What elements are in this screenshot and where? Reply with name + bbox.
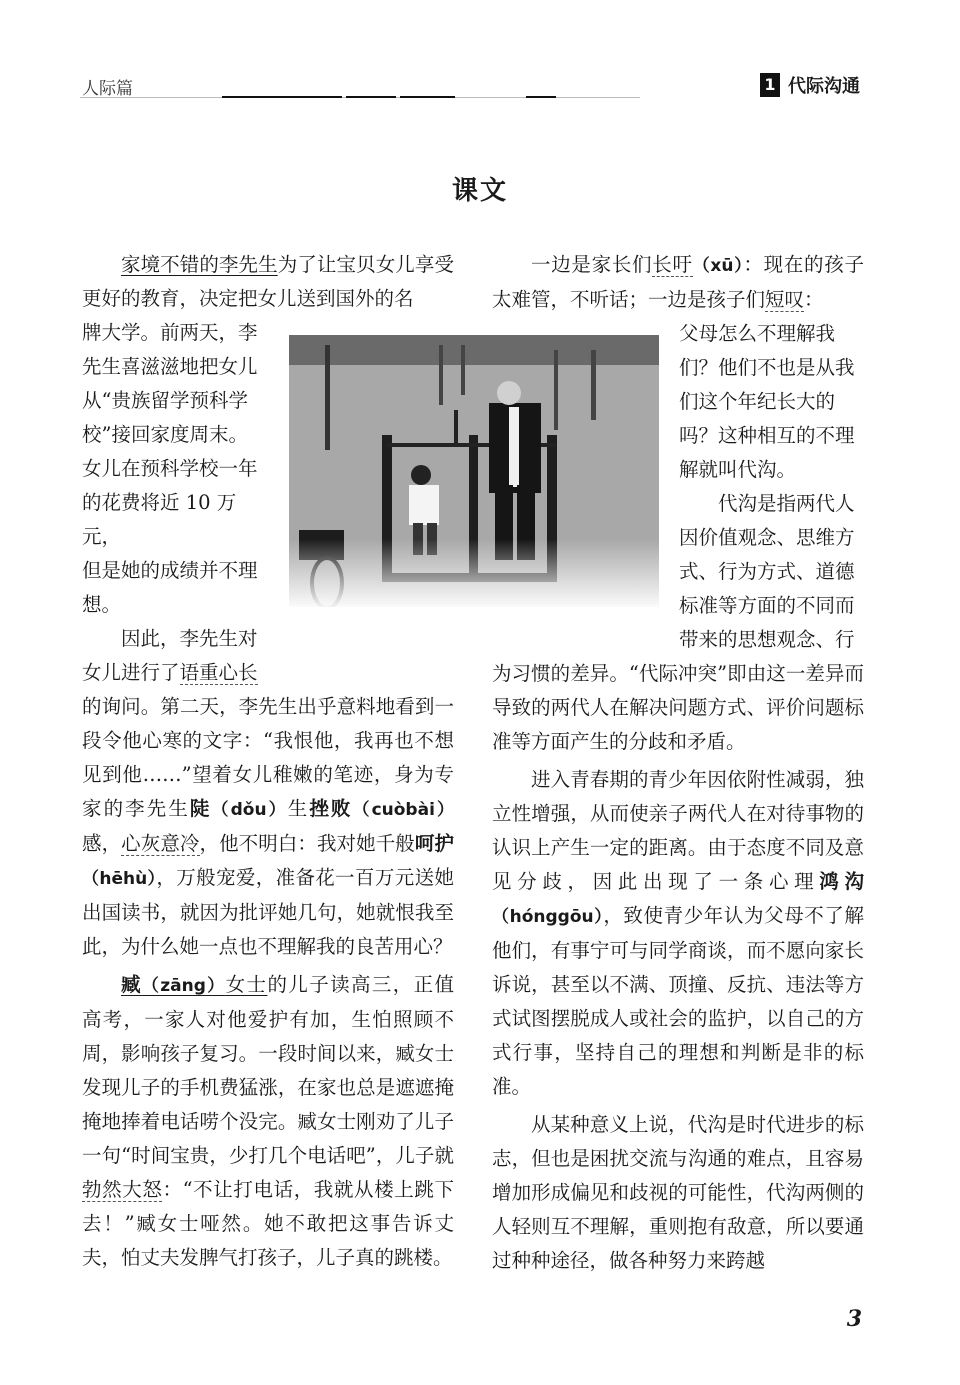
paragraph: 为习惯的差异。“代际冲突”即由这一差异而导致的两代人在解决问题方式、评价问题标准等方面产生的分歧和矛盾。 (492, 662, 864, 753)
section-label: 人际篇 (82, 79, 133, 99)
vocab-term: 臧 (121, 973, 142, 996)
paragraph: 家境不错的李先生为了让宝贝女儿享受更好的教育，决定把女儿送到国外的名 (82, 253, 454, 310)
vocab-term: 鸿沟 (819, 870, 864, 893)
pinyin: （dǒu） (211, 800, 288, 820)
chapter-number-badge: 1 (760, 73, 780, 97)
paragraph: 臧（zāng）女士的儿子读高三，正值高考，一家人对他爱护有加，生怕照顾不周，影响孩子复习。一段时间以来，臧女士发现儿子的手机费猛涨，在家也总是遮遮掩掩地捧着电话唠个没完。臧女士刚劝了儿子一句“时间宝贵，少打几个电话吧”，儿子就勃然大怒：“不让打电话，我就从楼上跳下去！”臧女士哑然。她不敢把这事告诉丈夫，怕丈夫发脾气打孩子，儿子真的跳楼。 (82, 973, 454, 1269)
wrapped-text: 父母怎么不理解我 们？他们不也是从我 们这个年纪长大的 吗？这种相互的不理 解就叫代沟。 代沟是指两代人 因价值观念、思维方 式、行为方式、道德 标准等方面的不同而 带来的思想观念、行 (679, 322, 855, 651)
pinyin: （xū） (692, 256, 744, 276)
chapter-heading (760, 72, 860, 98)
paragraph: 的询问。第二天，李先生出乎意料地看到一段令他心寒的文字：“我恨他，我再也不想见到他……”望着女儿稚嫩的笔迹，身为专家的李先生陡（dǒu）生挫败（cuòbài）感，心灰意冷，他不明白：我对她千般呵护（hēhù），万般宠爱，准备花一百万元送她出国读书，就因为批评她几句，她就恨我至此，为什么她一点也不理解我的良苦用心？ (82, 695, 454, 958)
chapter-title: 代际沟通 (788, 76, 860, 97)
paragraph: 从某种意义上说，代沟是时代进步的标志，但也是困扰交流与沟通的难点，且容易增加形成偏见和歧视的可能性，代沟两侧的人轻则互不理解，重则抱有敌意，所以要通过种种途径，做各种努力来跨越 (492, 1113, 864, 1272)
pinyin: （zāng） (141, 976, 226, 996)
vocab-term: 陡 (189, 797, 212, 820)
vocab-term: 长吁 (652, 253, 693, 276)
pinyin: （hónggōu） (492, 907, 604, 927)
vocab-term: 短叹 (765, 288, 805, 311)
right-column (492, 248, 864, 1278)
vocab-term: 语重心长 (179, 661, 258, 684)
header-divider-segment (526, 96, 556, 98)
vocab-term: 挫败 (309, 797, 353, 820)
underlined-phrase: 臧（zāng）女士 (121, 973, 268, 996)
wrapped-text: 牌大学。前两天，李 先生喜滋滋地把女儿 从“贵族留学预科学 校”接回家度周末。 女儿在预科学校一年 的花费将近 10 万元， 但是她的成绩并不理 想。 因此，李先生对 女儿进行了语重心长 (82, 321, 258, 684)
vocab-term: 呵护 (414, 832, 454, 855)
underlined-phrase: 家境不错的李先生 (121, 253, 278, 276)
header-divider-segment (222, 96, 342, 98)
header-divider-segment (346, 96, 396, 98)
header-divider-segment (400, 96, 455, 98)
page-title: 课文 (451, 176, 508, 206)
paragraph: 进入青春期的青少年因依附性减弱，独立性增强，从而使亲子两代人在对待事物的认识上产生一定的距离。由于态度不同及意见分歧，因此出现了一条心理鸿沟（hónggōu），致使青少年认为父母不了解他们，有事宁可与同学商谈，而不愿向家长诉说，甚至以不满、顶撞、反抗、违法等方式试图摆脱成人或社会的监护，以自己的方式行事，坚持自己的理想和判断是非的标准。 (492, 768, 864, 1098)
page-number: 3 (846, 1306, 862, 1332)
vocab-term: 勃然大怒 (82, 1178, 163, 1201)
left-column (82, 248, 454, 1275)
pinyin: （cuòbài） (352, 800, 454, 820)
vocab-term: 心灰意冷 (121, 832, 200, 855)
pinyin: （hēhù） (82, 869, 157, 889)
paragraph: 一边是家长们长吁（xū）：现在的孩子太难管，不听话；一边是孩子们短叹： (492, 253, 864, 311)
